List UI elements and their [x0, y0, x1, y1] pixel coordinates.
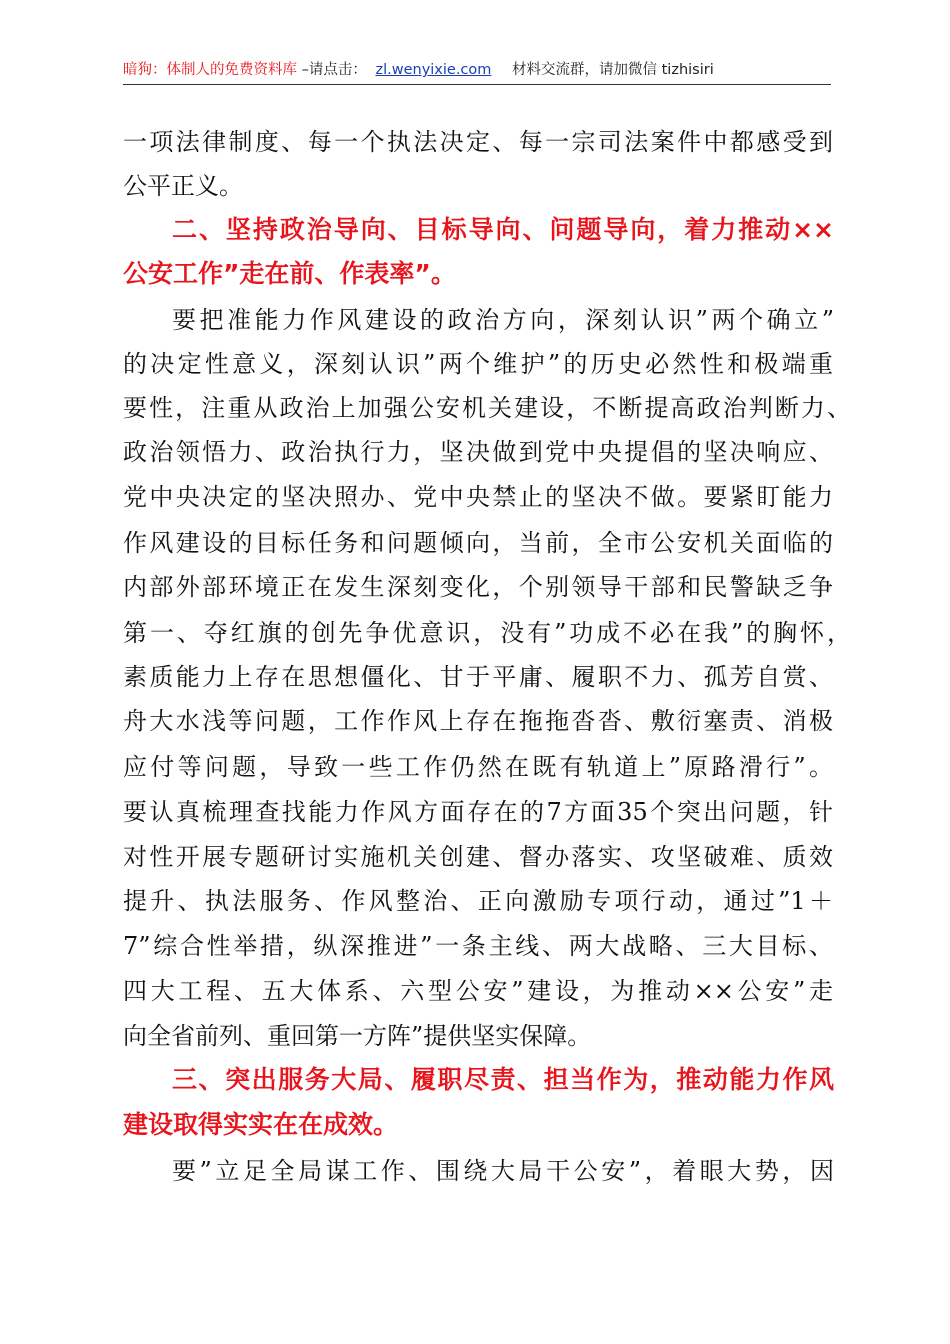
section-heading-3: 三、突出服务大局、履职尽责、担当作为，推动能力作风 [172, 1065, 834, 1094]
body-line: 向全省前列、重回第一方阵”提供坚实保障。 [123, 1022, 592, 1050]
body-line: 要把准能力作风建设的政治方向，深刻认识”两个确立” [172, 306, 834, 334]
header-divider [123, 84, 831, 85]
body-line: 公平正义。 [123, 172, 243, 200]
page-header [123, 57, 831, 83]
body-line: 政治领悟力、政治执行力，坚决做到党中央提倡的坚决响应、 [123, 438, 833, 466]
body-line: 要”立足全局谋工作、围绕大局干公安”，着眼大势，因 [172, 1157, 834, 1185]
body-line: 内部外部环境正在发生深刻变化，个别领导干部和民警缺乏争 [123, 573, 833, 601]
body-line: 第一、夺红旗的创先争优意识，没有”功成不必在我”的胸怀， [123, 619, 851, 647]
body-line: 对性开展专题研讨实施机关创建、督办落实、攻坚破难、质效 [123, 843, 833, 871]
body-line: 要认真梳理查找能力作风方面存在的7方面35个突出问题，针 [123, 798, 833, 826]
section-heading-2: 二、坚持政治导向、目标导向、问题导向，着力推动×× [172, 215, 834, 244]
body-line: 四大工程、五大体系、六型公安”建设，为推动××公安”走 [123, 977, 833, 1005]
body-line: 提升、执法服务、作风整治、正向激励专项行动，通过”1＋ [123, 887, 833, 915]
body-line: 的决定性意义，深刻认识”两个维护”的历史必然性和极端重 [123, 350, 833, 378]
header-contact: 材料交流群，请加微信 tizhisiri [512, 62, 714, 78]
body-line: 作风建设的目标任务和问题倾向，当前，全市公安机关面临的 [123, 529, 833, 557]
header-site-label: 暗狗：体制人的免费资料库 [123, 62, 297, 78]
header-click-prompt: –请点击： [301, 62, 367, 78]
body-line: 要性，注重从政治上加强公安机关建设，不断提高政治判断力、 [123, 394, 851, 422]
body-line: 素质能力上存在思想僵化、甘于平庸、履职不力、孤芳自赏、 [123, 663, 833, 691]
body-line: 一项法律制度、每一个执法决定、每一宗司法案件中都感受到 [123, 128, 833, 156]
header-link[interactable]: zl.wenyixie.com [375, 62, 492, 78]
section-heading-2-cont: 公安工作”走在前、作表率”。 [123, 259, 456, 288]
section-heading-3-cont: 建设取得实实在在成效。 [123, 1110, 399, 1139]
body-line: 7”综合性举措，纵深推进”一条主线、两大战略、三大目标、 [123, 932, 833, 960]
body-line: 舟大水浅等问题，工作作风上存在拖拖沓沓、敷衍塞责、消极 [123, 707, 833, 735]
body-line: 应付等问题，导致一些工作仍然在既有轨道上”原路滑行”。 [123, 753, 833, 781]
body-line: 党中央决定的坚决照办、党中央禁止的坚决不做。要紧盯能力 [123, 483, 833, 511]
